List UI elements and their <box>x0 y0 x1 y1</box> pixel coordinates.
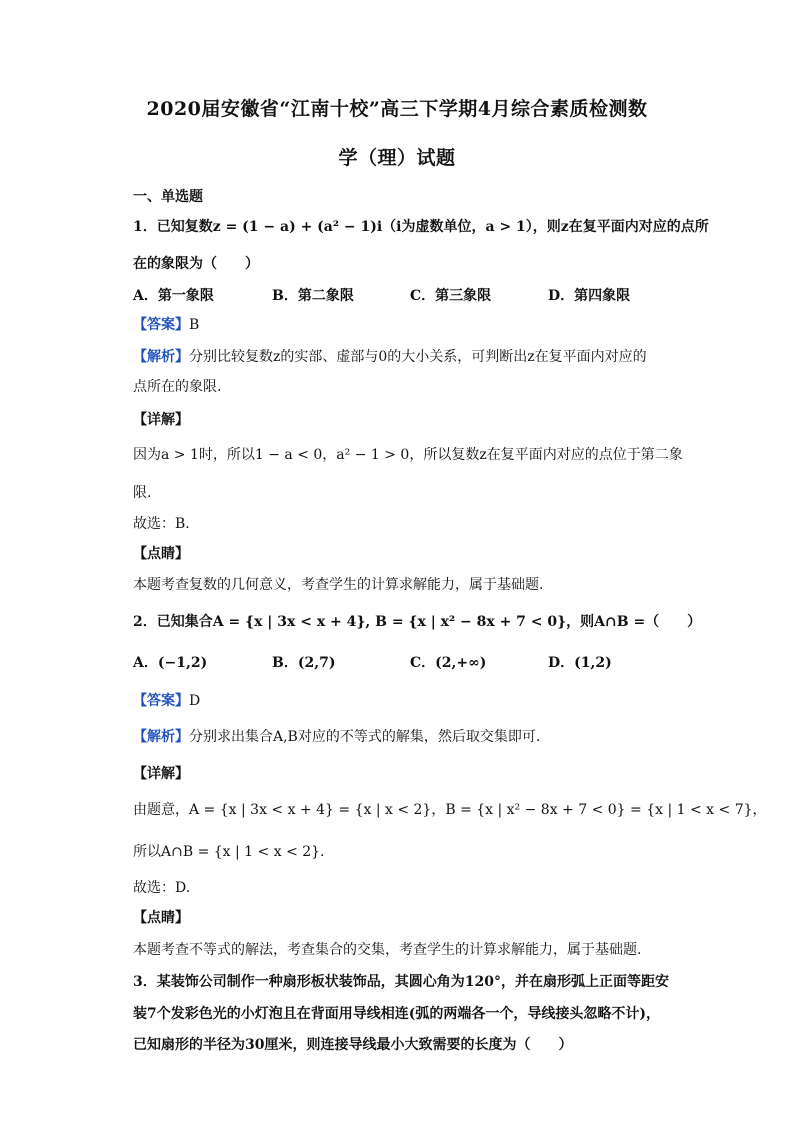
q1-option-b: B．第二象限 <box>272 288 354 304</box>
q1-comment: 本题考查复数的几何意义，考查学生的计算求解能力，属于基础题. <box>133 577 544 593</box>
q1-stem-line1: 1．已知复数z = (1 − a) + (a² − 1)i（i为虚数单位，a > 1），则z在复平面内对应的点所 <box>133 219 709 235</box>
q1-detail-tag: 【详解】 <box>133 412 189 428</box>
q2-option-b: B．(2,7) <box>272 655 336 671</box>
q1-analysis-line1 <box>133 347 693 367</box>
q2-analysis <box>133 727 693 747</box>
q2-option-a: A．(−1,2) <box>133 655 208 671</box>
q2-choice: 故选：D. <box>133 880 191 896</box>
q2-option-c: C．(2,+∞) <box>410 655 487 671</box>
q2-comment-tag: 【点睛】 <box>133 910 189 926</box>
q1-detail-line2: 限. <box>133 485 152 501</box>
analysis-tag: 【解析】 <box>133 349 189 365</box>
q1-analysis-line2: 点所在的象限. <box>133 379 222 395</box>
q1-option-c: C．第三象限 <box>410 288 492 304</box>
document-title-line2: 学（理）试题 <box>338 147 456 169</box>
analysis-tag: 【解析】 <box>133 729 189 745</box>
section-heading: 一、单选题 <box>133 189 203 205</box>
q1-option-d: D．第四象限 <box>548 288 631 304</box>
document-title-line1: 2020届安徽省“江南十校”高三下学期4月综合素质检测数 <box>146 98 648 120</box>
q2-comment: 本题考查不等式的解法，考查集合的交集，考查学生的计算求解能力，属于基础题. <box>133 942 642 958</box>
q2-stem: 2．已知集合A = {x | 3x < x + 4}, B = {x | x² − 8x + 7 < 0}，则A∩B =（ ） <box>133 614 702 630</box>
q2-answer-value: D <box>189 693 201 709</box>
q2-analysis-text: 分别求出集合A,B对应的不等式的解集，然后取交集即可. <box>189 729 541 745</box>
q3-stem-line2: 装7个发彩色光的小灯泡且在背面用导线相连(弧的两端各一个，导线接头忽略不计)， <box>133 1006 660 1022</box>
q2-detail-tag: 【详解】 <box>133 766 189 782</box>
q3-stem-line3: 已知扇形的半径为30厘米，则连接导线最小大致需要的长度为（ ） <box>133 1037 573 1053</box>
q1-stem-line2: 在的象限为（ ） <box>133 256 259 272</box>
q1-answer <box>133 315 693 335</box>
q1-option-a: A．第一象限 <box>133 288 214 304</box>
answer-tag: 【答案】 <box>133 693 189 709</box>
q2-detail-line1: 由题意，A = {x | 3x < x + 4} = {x | x < 2}，B = {x | x² − 8x + 7 < 0} = {x | 1 < x < 7}， <box>133 802 767 818</box>
q1-detail-line1: 因为a > 1时，所以1 − a < 0，a² − 1 > 0，所以复数z在复平面内对应的点位于第二象 <box>133 447 683 463</box>
q2-option-d: D．(1,2) <box>548 655 612 671</box>
q3-stem-line1: 3．某装饰公司制作一种扇形板状装饰品，其圆心角为120°，并在扇形弧上正面等距安 <box>133 974 669 990</box>
q1-answer-value: B <box>189 317 200 333</box>
q1-analysis-text: 分别比较复数z的实部、虚部与0的大小关系，可判断出z在复平面内对应的 <box>189 349 647 365</box>
q1-choice: 故选：B. <box>133 516 190 532</box>
q1-comment-tag: 【点睛】 <box>133 546 189 562</box>
answer-tag: 【答案】 <box>133 317 189 333</box>
q2-answer <box>133 691 693 711</box>
q2-detail-line2: 所以A∩B = {x | 1 < x < 2}. <box>133 844 325 860</box>
